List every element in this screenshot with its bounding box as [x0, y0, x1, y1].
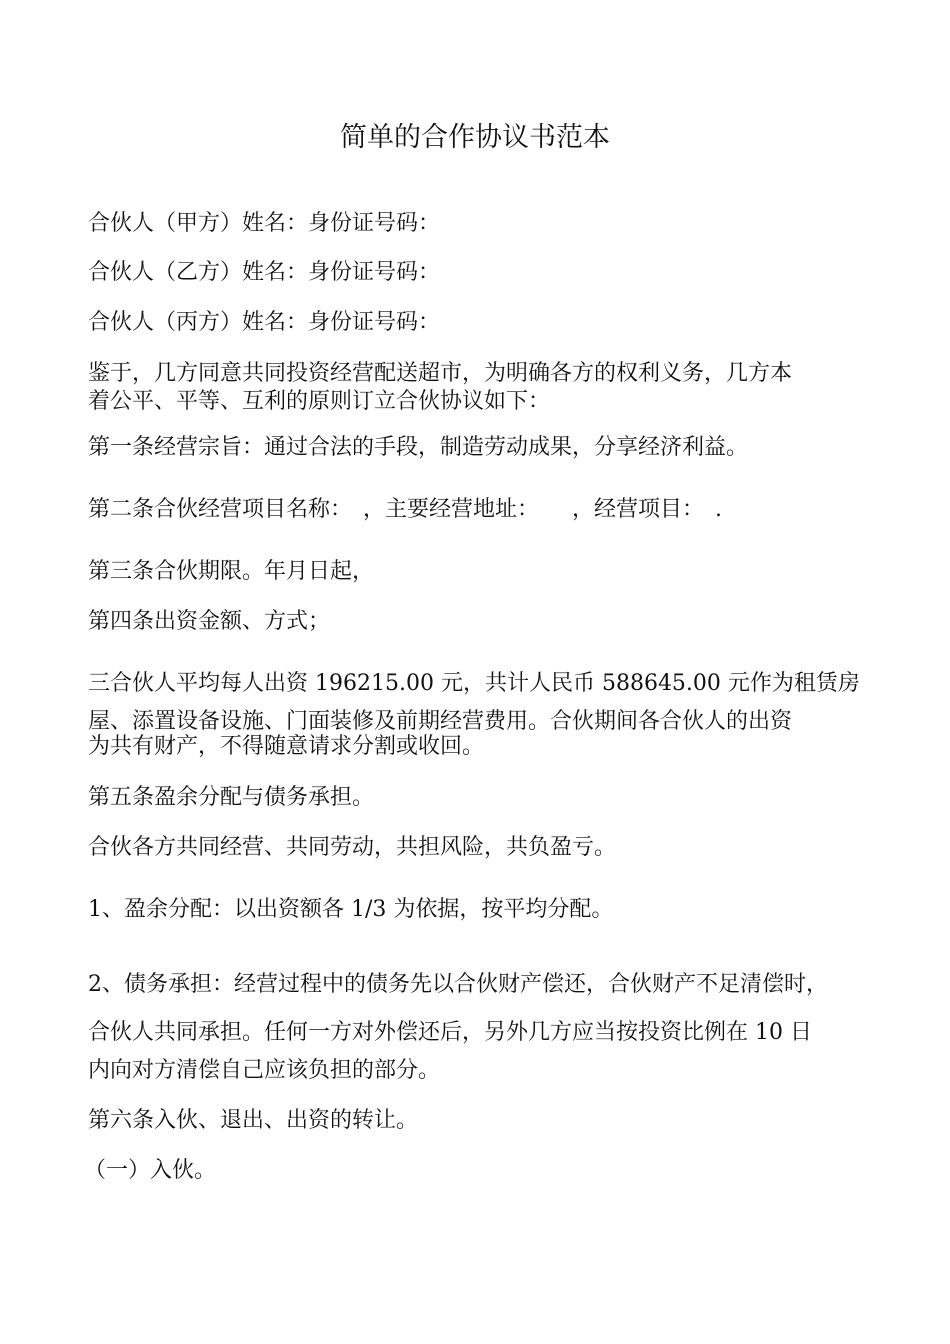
partner-a-line: 合伙人（甲方）姓名：身份证号码：: [88, 211, 441, 236]
partner-b-line: 合伙人（乙方）姓名：身份证号码：: [88, 260, 441, 285]
partner-c-line: 合伙人（丙方）姓名：身份证号码：: [88, 310, 441, 335]
article-6: 第六条入伙、退出、出资的转让。: [88, 1108, 419, 1133]
article-1: 第一条经营宗旨：通过合法的手段，制造劳动成果，分享经济利益。: [88, 435, 749, 460]
article-3: 第三条合伙期限。年月日起，: [88, 559, 375, 584]
item-2-line-3: 内向对方清偿自己应该负担的部分。: [88, 1058, 441, 1083]
preamble-line-1: 鉴于，几方同意共同投资经营配送超市，为明确各方的权利义务，几方本: [88, 361, 793, 386]
item-1: 1、盈余分配：以出资额各 1/3 为依据，按平均分配。: [88, 897, 614, 922]
preamble-paragraph: [88, 360, 868, 416]
section-join: （一）入伙。: [84, 1158, 217, 1183]
article-5: 第五条盈余分配与债务承担。: [88, 785, 375, 810]
capital-line-3: 为共有财产，不得随意请求分割或收回。: [88, 734, 485, 759]
article-2: 第二条合伙经营项目名称： ，主要经营地址： ，经营项目： .: [88, 497, 722, 522]
document-title: 简单的合作协议书范本: [340, 122, 610, 153]
preamble-line-2: 着公平、平等、互利的原则订立合伙协议如下：: [88, 389, 551, 414]
item-2-line-2: 合伙人共同承担。任何一方对外偿还后，另外几方应当按投资比例在 10 日: [88, 1020, 812, 1045]
capital-line-2: 屋、添置设备设施、门面装修及前期经营费用。合伙期间各合伙人的出资: [88, 709, 793, 734]
article-4: 第四条出资金额、方式；: [88, 609, 331, 634]
item-2-line-1: 2、债务承担：经营过程中的债务先以合伙财产偿还，合伙财产不足清偿时，: [88, 972, 828, 997]
capital-line-1: 三合伙人平均每人出资 196215.00 元，共计人民币 588645.00 元作为租赁房: [88, 671, 860, 696]
article-5-text: 合伙各方共同经营、共同劳动，共担风险，共负盈亏。: [88, 835, 617, 860]
